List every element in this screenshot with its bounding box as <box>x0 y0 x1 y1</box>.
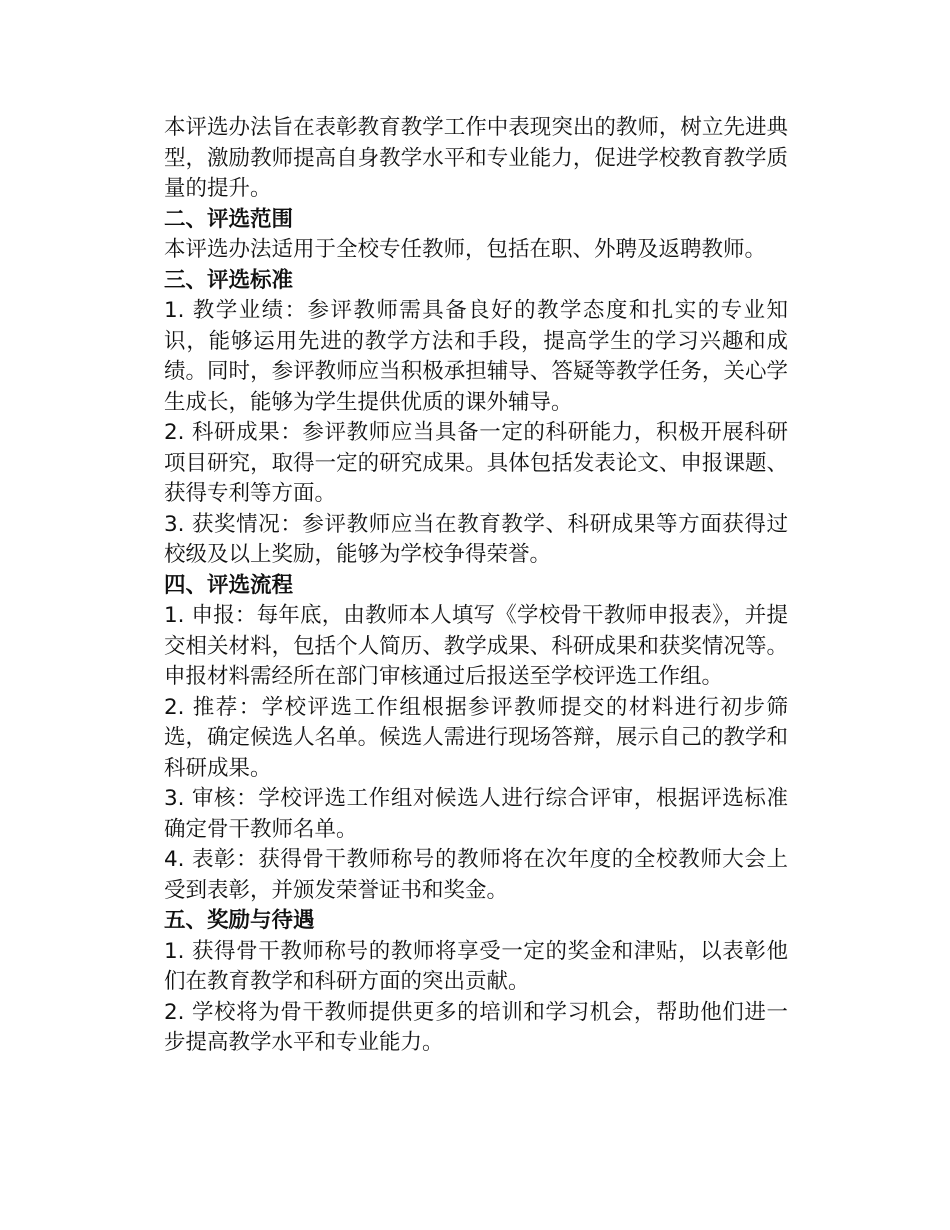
section-item: 1. 教学业绩：参评教师需具备良好的教学态度和扎实的专业知识，能够运用先进的教学方法和手段，提高学生的学习兴趣和成绩。同时，参评教师应当积极承担辅导、答疑等教学任务，关心学生成长，能够为学生提供优质的课外辅导。 <box>164 298 788 415</box>
section-item: 2. 学校将为骨干教师提供更多的培训和学习机会，帮助他们进一步提高教学水平和专业能力。 <box>164 999 788 1055</box>
section-item: 1. 申报：每年底，由教师本人填写《学校骨干教师申报表》，并提交相关材料，包括个人简历、教学成果、科研成果和获奖情况等。申报材料需经所在部门审核通过后报送至学校评选工作组。 <box>164 603 788 689</box>
section-item: 3. 获奖情况：参评教师应当在教育教学、科研成果等方面获得过校级及以上奖励，能够为学校争得荣誉。 <box>164 511 788 567</box>
section-criteria <box>164 266 788 571</box>
section-heading: 四、评选流程 <box>164 572 294 598</box>
section-item: 2. 科研成果：参评教师应当具备一定的科研能力，积极开展科研项目研究，取得一定的研究成果。具体包括发表论文、申报课题、获得专利等方面。 <box>164 420 788 506</box>
section-item: 3. 审核：学校评选工作组对候选人进行综合评审，根据评选标准确定骨干教师名单。 <box>164 786 788 842</box>
section-item: 1. 获得骨干教师称号的教师将享受一定的奖金和津贴，以表彰他们在教育教学和科研方面的突出贡献。 <box>164 938 788 994</box>
document-body <box>164 113 788 1059</box>
section-heading: 三、评选标准 <box>164 267 294 293</box>
section-item: 4. 表彰：获得骨干教师称号的教师将在次年度的全校教师大会上受到表彰，并颁发荣誉证书和奖金。 <box>164 847 788 903</box>
section-process <box>164 571 788 907</box>
section-heading: 五、奖励与待遇 <box>164 908 315 933</box>
section-item: 本评选办法适用于全校专任教师，包括在职、外聘及返聘教师。 <box>164 237 767 262</box>
section-rewards <box>164 906 788 1059</box>
intro-paragraph: 本评选办法旨在表彰教育教学工作中表现突出的教师，树立先进典型，激励教师提高自身教学水平和专业能力，促进学校教育教学质量的提升。 <box>164 115 788 201</box>
section-heading: 二、评选范围 <box>164 206 294 232</box>
section-item: 2. 推荐：学校评选工作组根据参评教师提交的材料进行初步筛选，确定候选人名单。候选人需进行现场答辩，展示自己的教学和科研成果。 <box>164 694 788 781</box>
section-scope <box>164 205 788 266</box>
